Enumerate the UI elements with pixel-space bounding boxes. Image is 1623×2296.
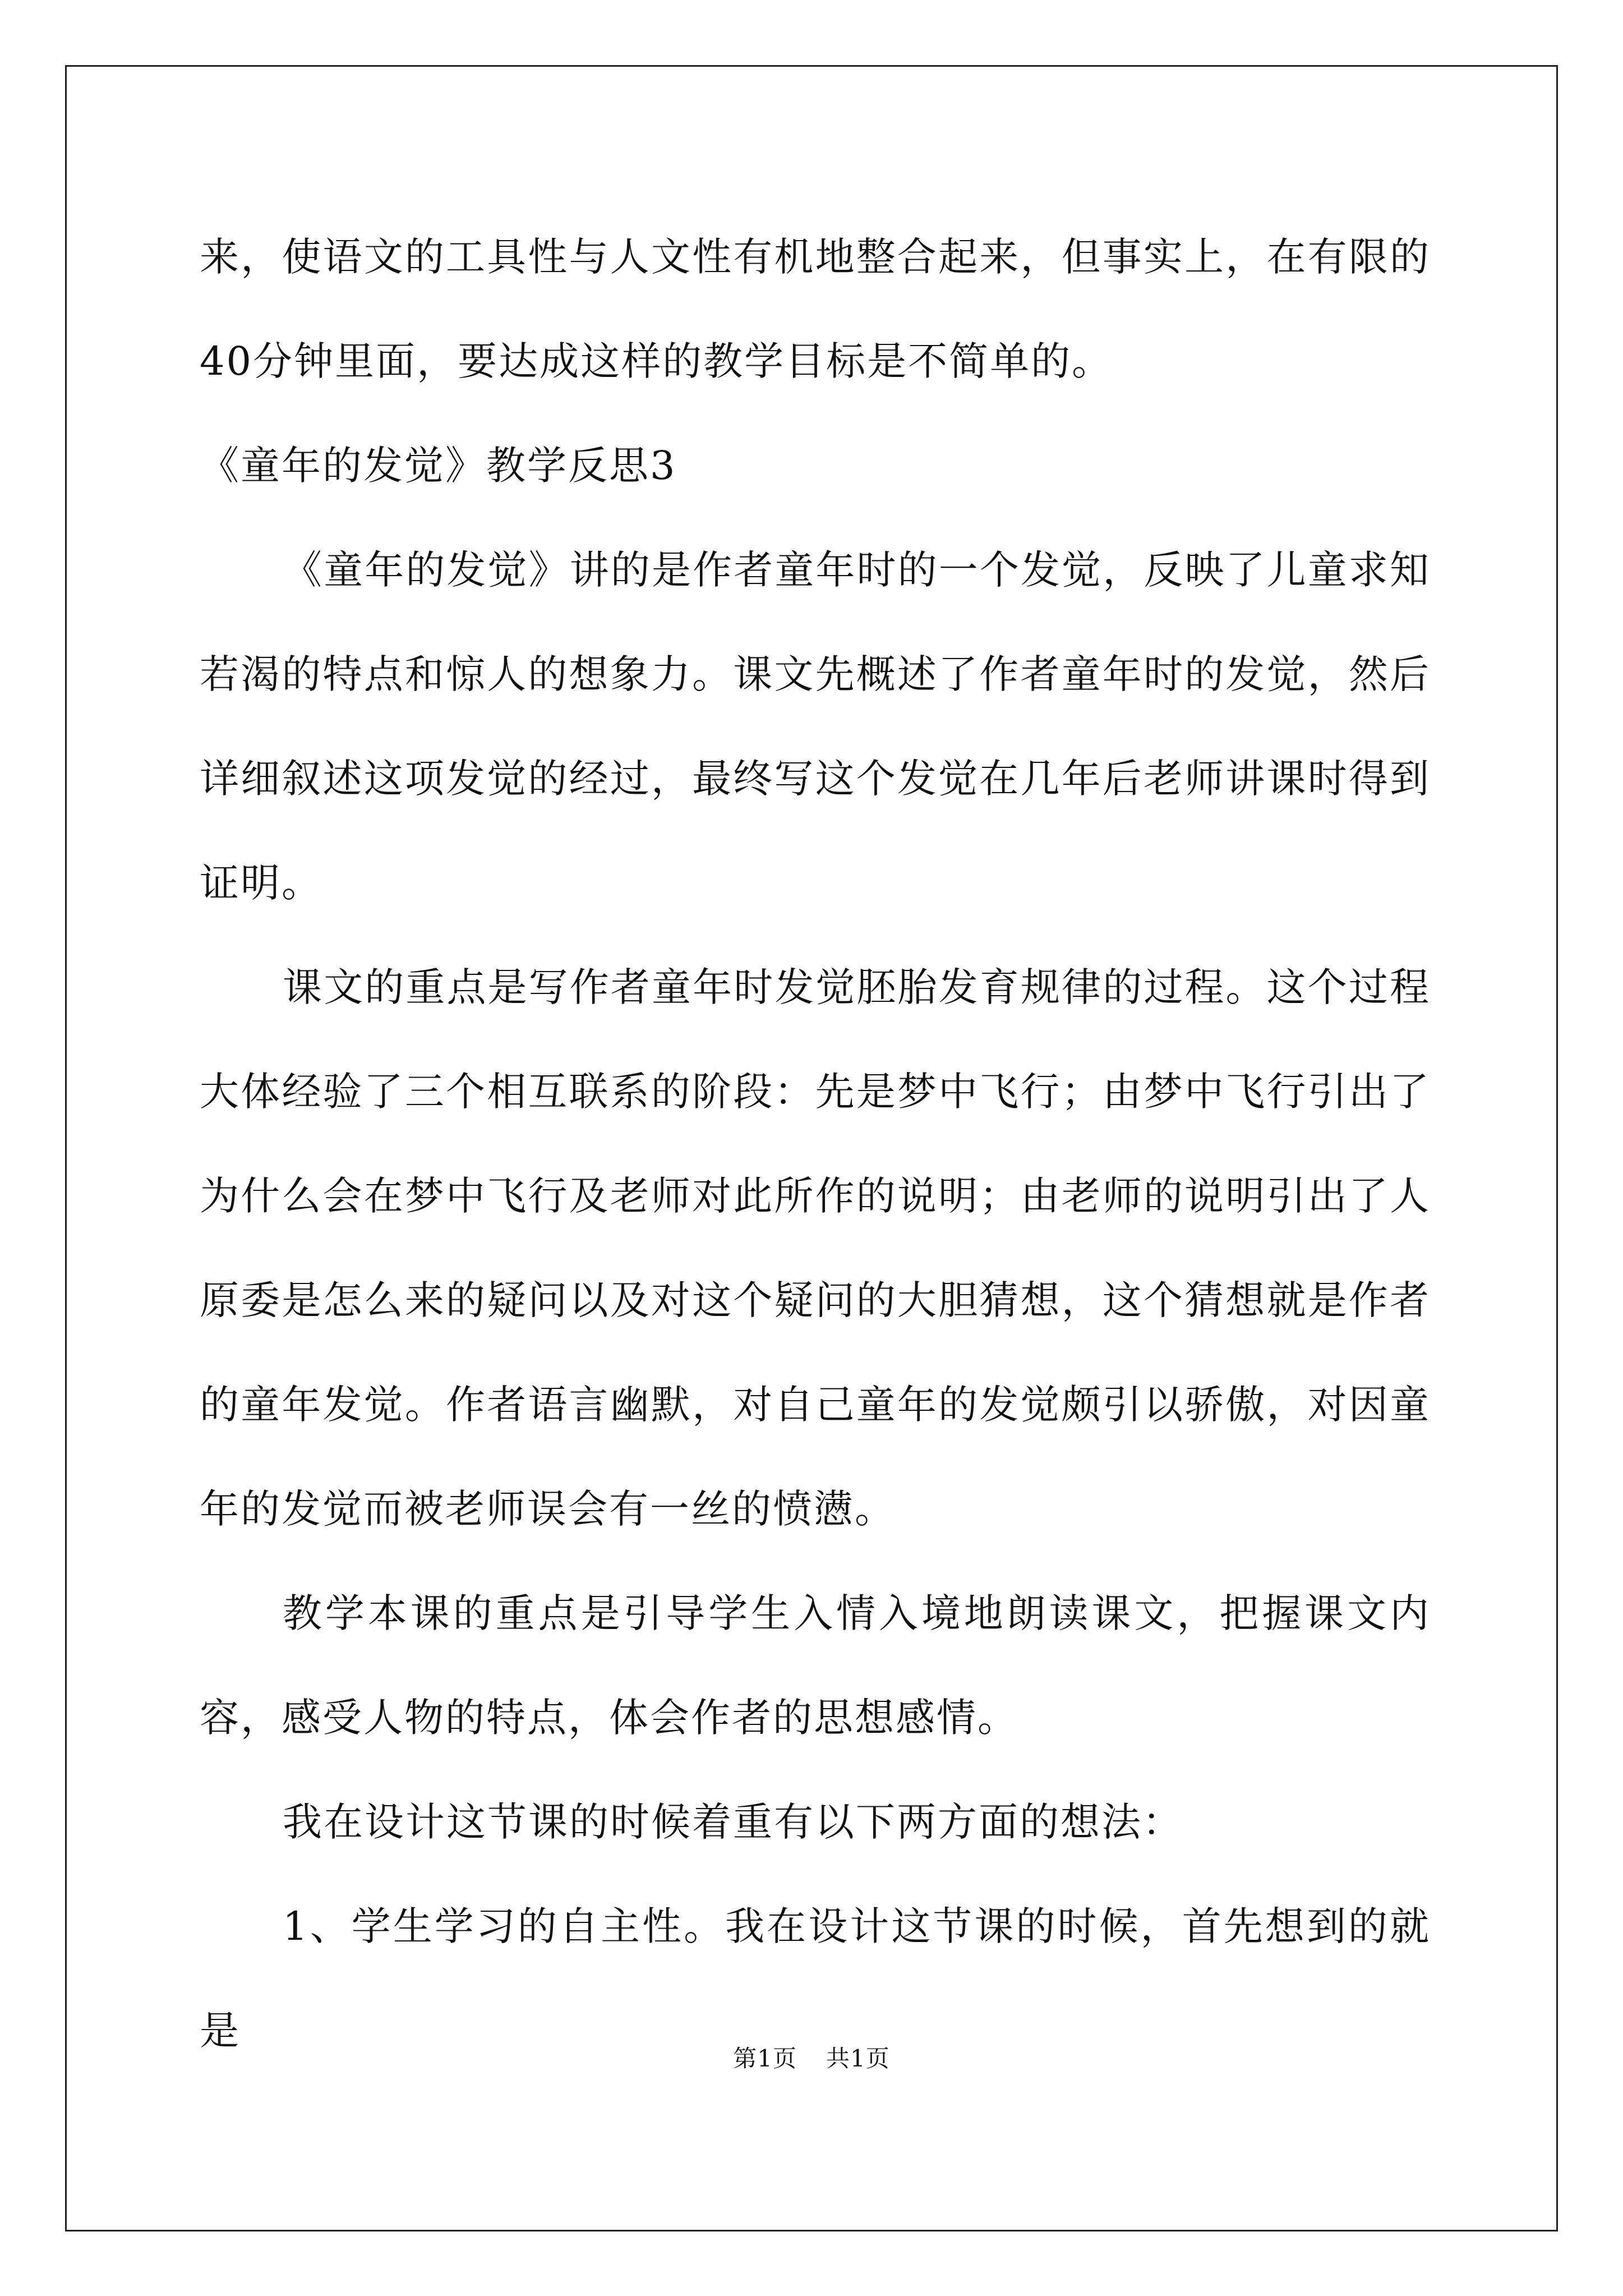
page-number: 第1页 bbox=[733, 2045, 797, 2072]
paragraph-1: 来，使语文的工具性与人文性有机地整合起来，但事实上，在有限的40分钟里面，要达成这样的教学目标是不简单的。 bbox=[200, 234, 1431, 384]
document-body bbox=[200, 205, 1431, 2083]
page-footer bbox=[0, 2042, 1623, 2076]
paragraph-2: 《童年的发觉》讲的是作者童年时的一个发觉，反映了儿童求知若渴的特点和惊人的想象力。课文先概述了作者童年时的发觉，然后详细叙述这项发觉的经过，最终写这个发觉在几年后老师讲课时得到证明。 bbox=[200, 547, 1431, 906]
section-heading: 《童年的发觉》教学反思3 bbox=[200, 443, 677, 489]
paragraph-6: 1、学生学习的自主性。我在设计这节课的时候，首先想到的就是 bbox=[200, 1903, 1431, 2054]
page-total: 共1页 bbox=[826, 2045, 890, 2072]
paragraph-3: 课文的重点是写作者童年时发觉胚胎发育规律的过程。这个过程大体经验了三个相互联系的阶段：先是梦中飞行；由梦中飞行引出了为什么会在梦中飞行及老师对此所作的说明；由老师的说明引出了人原委是怎么来的疑问以及对这个疑问的大胆猜想，这个猜想就是作者的童年发觉。作者语言幽默，对自己童年的发觉颇引以骄傲，对因童年的发觉而被老师误会有一丝的愤懑。 bbox=[200, 964, 1431, 1532]
paragraph-4: 教学本课的重点是引导学生入情入境地朗读课文，把握课文内容，感受人物的特点，体会作者的思想感情。 bbox=[200, 1590, 1431, 1741]
paragraph-5: 我在设计这节课的时候着重有以下两方面的想法： bbox=[283, 1799, 1183, 1845]
